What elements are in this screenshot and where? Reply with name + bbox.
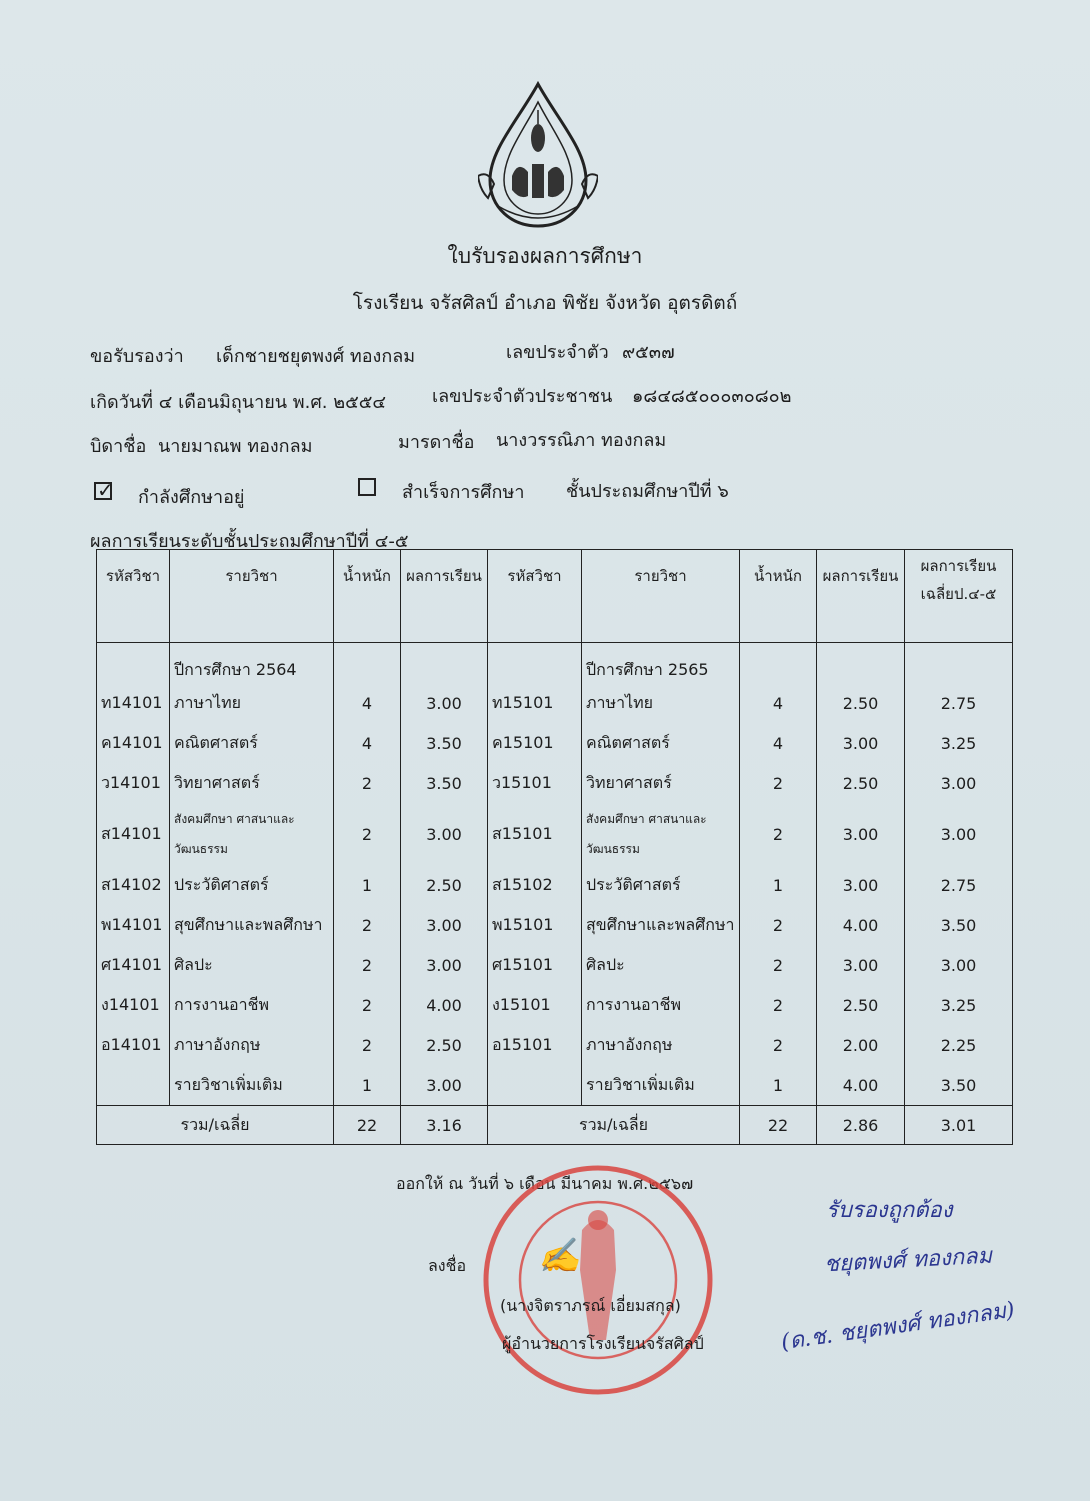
header-subject-2: รายวิชา (582, 550, 740, 643)
total-weight-1: 22 (334, 1106, 401, 1145)
cell-grade-1: 3.00 (401, 1065, 488, 1106)
graduated-checkbox (358, 478, 376, 496)
cell-weight-1: 2 (334, 905, 401, 945)
table-row (97, 985, 1013, 1025)
cell-weight-1: 2 (334, 1025, 401, 1065)
cell-code-2: ค15101 (488, 723, 582, 763)
cell-code-2 (488, 1065, 582, 1106)
header-subject-1: รายวิชา (170, 550, 334, 643)
issued-date: ออกให้ ณ วันที่ ๖ เดือน มีนาคม พ.ศ.๒๕๖๗ (396, 1174, 694, 1193)
cell-code-1: ท14101 (97, 683, 170, 723)
cell-weight-1: 2 (334, 803, 401, 865)
table-row (97, 1025, 1013, 1065)
total-label-1: รวม/เฉลี่ย (97, 1106, 334, 1145)
citizen-id-label: เลขประจำตัวประชาชน (432, 386, 613, 407)
cell-average: 3.00 (905, 763, 1013, 803)
header-average-line2: เฉลี่ยป.๔-๕ (920, 585, 997, 603)
father-name: นายมาณพ ทองกลม (158, 436, 313, 457)
cell-grade-2: 2.00 (817, 1025, 905, 1065)
signer-title: ผู้อำนวยการโรงเรียนจรัสศิลป์ (502, 1334, 704, 1353)
cell-code-1: ค14101 (97, 723, 170, 763)
table-row (97, 865, 1013, 905)
cell-subject-2: ภาษาอังกฤษ (582, 1025, 740, 1065)
cell-grade-2: 3.00 (817, 865, 905, 905)
cell-grade-1: 4.00 (401, 985, 488, 1025)
cell-code-1: ศ14101 (97, 945, 170, 985)
cell-weight-2: 2 (740, 803, 817, 865)
cell-grade-2: 3.00 (817, 723, 905, 763)
cell-subject-2: ศิลปะ (582, 945, 740, 985)
cell-average: 3.25 (905, 985, 1013, 1025)
cell-code-2: ง15101 (488, 985, 582, 1025)
cell-code-2: ท15101 (488, 683, 582, 723)
cell-subject-1: ภาษาไทย (170, 683, 334, 723)
cell-grade-1: 3.00 (401, 803, 488, 865)
cell-grade-2: 2.50 (817, 683, 905, 723)
handwritten-name-full: (ด.ช. ชยุตพงศ์ ทองกลม) (779, 1297, 1017, 1356)
cell-grade-1: 3.50 (401, 763, 488, 803)
certify-label: ขอรับรองว่า (90, 346, 184, 367)
year-2564: ปีการศึกษา 2564 (170, 643, 334, 684)
cell-subject-2: วิทยาศาสตร์ (582, 763, 740, 803)
cell-weight-2: 4 (740, 683, 817, 723)
cell-average: 3.25 (905, 723, 1013, 763)
table-row (97, 723, 1013, 763)
handwritten-certify: รับรองถูกต้อง (826, 1198, 953, 1223)
header-weight-1: น้ำหนัก (334, 550, 401, 643)
cell-subject-2: รายวิชาเพิ่มเติม (582, 1065, 740, 1106)
cell-subject-2: ภาษาไทย (582, 683, 740, 723)
table-header-row (97, 550, 1013, 643)
cell-code-2: ส15101 (488, 803, 582, 865)
cell-subject-1: สังคมศึกษา ศาสนาและ วัฒนธรรม (170, 803, 334, 865)
cell-code-1: อ14101 (97, 1025, 170, 1065)
cell-grade-2: 2.50 (817, 985, 905, 1025)
table-row (97, 683, 1013, 723)
table-row (97, 1065, 1013, 1106)
total-gpa-2: 2.86 (817, 1106, 905, 1145)
cell-weight-1: 4 (334, 723, 401, 763)
cell-subject-1: รายวิชาเพิ่มเติม (170, 1065, 334, 1106)
handwritten-name: ชยุตพงศ์ ทองกลม (823, 1243, 993, 1278)
total-label-2: รวม/เฉลี่ย (488, 1106, 740, 1145)
cell-grade-2: 2.50 (817, 763, 905, 803)
header-weight-2: น้ำหนัก (740, 550, 817, 643)
header-average-line1: ผลการเรียน (920, 557, 997, 575)
cell-weight-2: 2 (740, 985, 817, 1025)
total-row (97, 1106, 1013, 1145)
cell-subject-1: วิทยาศาสตร์ (170, 763, 334, 803)
studying-checkbox (94, 478, 114, 502)
year-row (97, 643, 1013, 684)
total-average: 3.01 (905, 1106, 1013, 1145)
signer-name: (นางจิตราภรณ์ เอี่ยมสกุล) (500, 1296, 681, 1315)
cell-code-2: อ15101 (488, 1025, 582, 1065)
cell-average: 3.50 (905, 1065, 1013, 1106)
cell-weight-2: 2 (740, 1025, 817, 1065)
student-name: เด็กชายชยุตพงศ์ ทองกลม (216, 346, 416, 367)
cell-code-1: พ14101 (97, 905, 170, 945)
cell-subject-1: ภาษาอังกฤษ (170, 1025, 334, 1065)
cell-code-2: ส15102 (488, 865, 582, 905)
cell-weight-2: 1 (740, 865, 817, 905)
cell-subject-1: สุขศึกษาและพลศึกษา (170, 905, 334, 945)
cell-weight-1: 1 (334, 1065, 401, 1106)
cell-code-2: ว15101 (488, 763, 582, 803)
cell-subject-1: การงานอาชีพ (170, 985, 334, 1025)
sign-label: ลงชื่อ (428, 1256, 467, 1275)
results-table (96, 549, 1013, 1145)
cell-average: 3.50 (905, 905, 1013, 945)
cell-subject-2: สุขศึกษาและพลศึกษา (582, 905, 740, 945)
cell-code-2: พ15101 (488, 905, 582, 945)
school-seal-stamp (478, 1160, 718, 1400)
cell-subject-2: การงานอาชีพ (582, 985, 740, 1025)
cell-weight-2: 4 (740, 723, 817, 763)
cell-subject-1: ประวัติศาสตร์ (170, 865, 334, 905)
cell-average: 2.75 (905, 865, 1013, 905)
results-heading: ผลการเรียนระดับชั้นประถมศึกษาปีที่ ๔-๕ (90, 531, 409, 552)
check-mark-icon: ✓ (97, 478, 114, 502)
cell-weight-1: 4 (334, 683, 401, 723)
document-title: ใบรับรองผลการศึกษา (447, 244, 643, 268)
cell-weight-2: 2 (740, 945, 817, 985)
cell-grade-2: 4.00 (817, 905, 905, 945)
student-id-label: เลขประจำตัว (506, 342, 609, 363)
cell-subject-2: ประวัติศาสตร์ (582, 865, 740, 905)
total-gpa-1: 3.16 (401, 1106, 488, 1145)
cell-weight-2: 2 (740, 905, 817, 945)
student-id: ๙๕๓๗ (622, 342, 675, 363)
school-line: โรงเรียน จรัสศิลป์ อำเภอ พิชัย จังหวัด อุตรดิตถ์ (352, 292, 738, 314)
cell-code-1: ส14101 (97, 803, 170, 865)
birth-date: เกิดวันที่ ๔ เดือนมิถุนายน พ.ศ. ๒๕๕๔ (90, 392, 386, 413)
father-label: บิดาชื่อ (90, 436, 147, 457)
cell-subject-1: คณิตศาสตร์ (170, 723, 334, 763)
cell-grade-1: 3.00 (401, 905, 488, 945)
cell-grade-2: 4.00 (817, 1065, 905, 1106)
cell-average: 3.00 (905, 803, 1013, 865)
header-grade-2: ผลการเรียน (817, 550, 905, 643)
mother-label: มารดาชื่อ (398, 432, 475, 453)
total-weight-2: 22 (740, 1106, 817, 1145)
cell-grade-1: 3.00 (401, 945, 488, 985)
cell-subject-2: สังคมศึกษา ศาสนาและ วัฒนธรรม (582, 803, 740, 865)
cell-average: 3.00 (905, 945, 1013, 985)
cell-code-1: ส14102 (97, 865, 170, 905)
grade-level: ชั้นประถมศึกษาปีที่ ๖ (566, 481, 729, 502)
studying-label: กำลังศึกษาอยู่ (138, 487, 245, 508)
header-average (905, 550, 1013, 643)
table-row (97, 945, 1013, 985)
cell-weight-1: 2 (334, 945, 401, 985)
principal-signature: ✍ (538, 1236, 581, 1276)
cell-subject-2: คณิตศาสตร์ (582, 723, 740, 763)
cell-code-2: ศ15101 (488, 945, 582, 985)
cell-grade-1: 2.50 (401, 1025, 488, 1065)
graduated-label: สำเร็จการศึกษา (402, 482, 525, 503)
mother-name: นางวรรณิภา ทองกลม (496, 430, 667, 451)
cell-average: 2.75 (905, 683, 1013, 723)
cell-grade-1: 3.00 (401, 683, 488, 723)
cell-grade-2: 3.00 (817, 945, 905, 985)
citizen-id: ๑๘๔๘๕๐๐๐๓๐๘๐๒ (632, 386, 792, 407)
school-emblem-logo (478, 80, 598, 230)
cell-code-1: ว14101 (97, 763, 170, 803)
cell-grade-2: 3.00 (817, 803, 905, 865)
cell-subject-1: ศิลปะ (170, 945, 334, 985)
header-code-1: รหัสวิชา (97, 550, 170, 643)
table-row (97, 803, 1013, 865)
cell-weight-2: 1 (740, 1065, 817, 1106)
cell-weight-1: 1 (334, 865, 401, 905)
table-row (97, 763, 1013, 803)
cell-weight-2: 2 (740, 763, 817, 803)
cell-grade-1: 3.50 (401, 723, 488, 763)
cell-average: 2.25 (905, 1025, 1013, 1065)
header-code-2: รหัสวิชา (488, 550, 582, 643)
table-row (97, 905, 1013, 945)
cell-weight-1: 2 (334, 763, 401, 803)
year-2565: ปีการศึกษา 2565 (582, 643, 740, 684)
cell-code-1 (97, 1065, 170, 1106)
header-grade-1: ผลการเรียน (401, 550, 488, 643)
cell-code-1: ง14101 (97, 985, 170, 1025)
cell-grade-1: 2.50 (401, 865, 488, 905)
cell-weight-1: 2 (334, 985, 401, 1025)
